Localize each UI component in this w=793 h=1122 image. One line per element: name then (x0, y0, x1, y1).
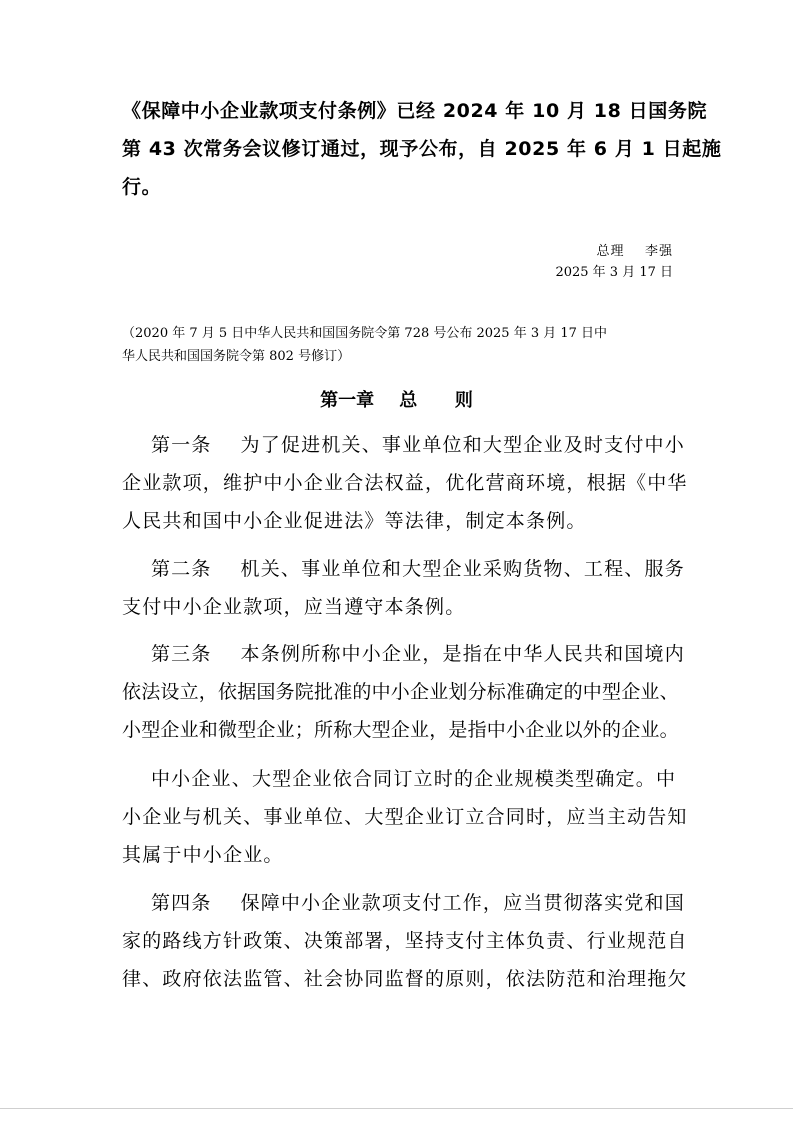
article-line: 第三条 本条例所称中小企业，是指在中华人民共和国境内 (122, 643, 685, 665)
signatory: 总理 李强 (596, 244, 673, 259)
revision-note (122, 322, 678, 368)
article-line: 企业款项，维护中小企业合法权益，优化营商环境，根据《中华 (122, 472, 688, 494)
signature-date: 2025 年 3 月 17 日 (555, 265, 673, 280)
article-line: 支付中小企业款项，应当遵守本条例。 (122, 596, 466, 618)
article-2 (122, 550, 685, 626)
promulgation-line: 行。 (122, 176, 162, 198)
promulgation-line: 第 43 次常务会议修订通过，现予公布，自 2025 年 6 月 1 日起施 (122, 138, 722, 160)
article-line: 第一条 为了促进机关、事业单位和大型企业及时支付中小 (122, 434, 685, 456)
promulgation-line: 《保障中小企业款项支付条例》已经 2024 年 10 月 18 日国务院 (122, 100, 708, 122)
article-1 (122, 426, 688, 540)
article-line: 小企业与机关、事业单位、大型企业订立合同时，应当主动告知 (122, 806, 688, 828)
article-line: 依法设立，依据国务院批准的中小企业划分标准确定的中型企业、 (122, 681, 679, 703)
article-3-paragraph-2 (122, 760, 688, 874)
revision-note-line: （2020 年 7 月 5 日中华人民共和国国务院令第 728 号公布 2025 年 3 月 17 日中 (122, 326, 608, 341)
article-3 (122, 635, 685, 749)
article-line: 家的路线方针政策、决策部署，坚持支付主体负责、行业规范自 (122, 930, 688, 952)
article-line: 第四条 保障中小企业款项支付工作，应当贯彻落实党和国 (122, 892, 685, 914)
revision-note-line: 华人民共和国国务院令第 802 号修订） (122, 349, 351, 364)
article-line: 第二条 机关、事业单位和大型企业采购货物、工程、服务 (122, 558, 685, 580)
article-line: 律、政府依法监管、社会协同监督的原则，依法防范和治理拖欠 (122, 968, 688, 990)
article-4 (122, 884, 688, 998)
article-line: 其属于中小企业。 (122, 844, 284, 866)
chapter-heading: 第一章 总 则 (320, 390, 473, 411)
article-line: 人民共和国中小企业促进法》等法律，制定本条例。 (122, 510, 587, 532)
page-bottom-divider (0, 1108, 793, 1109)
article-line: 中小企业、大型企业依合同订立时的企业规模类型确定。中 (122, 768, 677, 790)
promulgation-statement (122, 92, 722, 206)
article-line: 小型企业和微型企业；所称大型企业，是指中小企业以外的企业。 (122, 719, 679, 741)
